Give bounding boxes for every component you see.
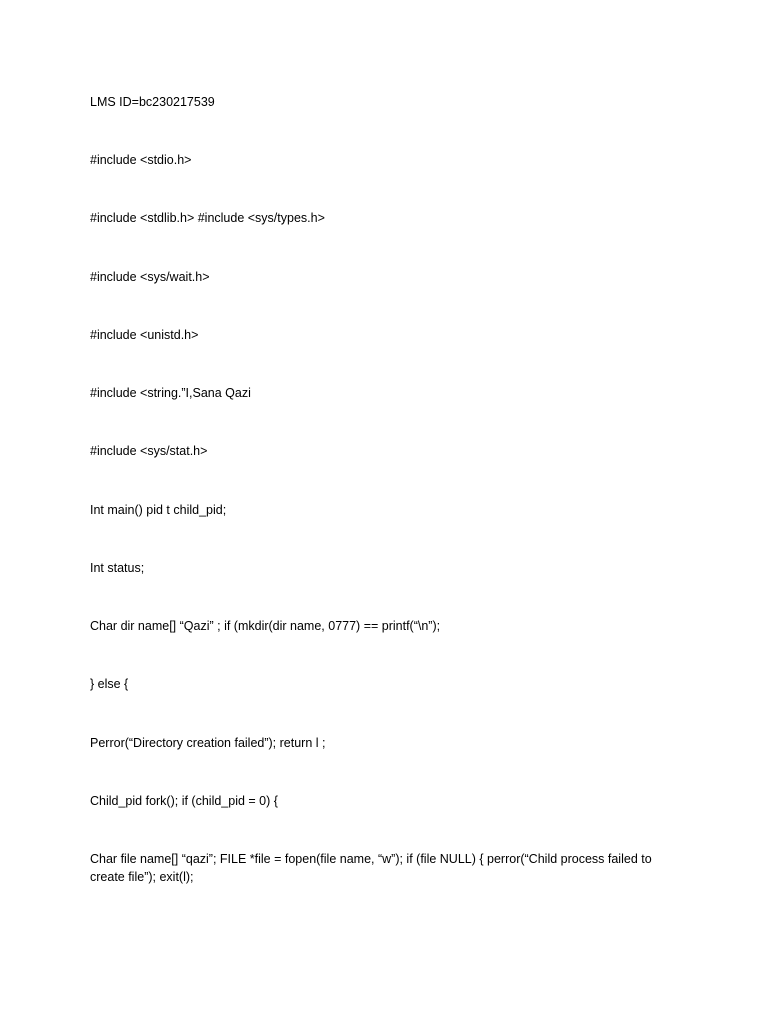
code-line: #include <sys/wait.h> — [90, 270, 210, 284]
code-line: #include <stdio.h> — [90, 153, 192, 167]
code-line: Char dir name[] “Qazi” ; if (mkdir(dir name, 0777) == printf(“\n”); — [90, 619, 441, 633]
lms-id-line: LMS ID=bc230217539 — [90, 95, 215, 109]
code-line: Int main() pid t child_pid; — [90, 503, 227, 517]
code-line: #include <string.”I,Sana Qazi — [90, 386, 251, 400]
code-line: } else { — [90, 677, 129, 691]
code-line: Char file name[] “qazi”; FILE *file = fopen(file name, “w”); if (file NULL) { perror(“Child process failed to create file”); exit(l); — [90, 852, 652, 884]
code-line: #include <sys/stat.h> — [90, 444, 208, 458]
code-line: #include <unistd.h> — [90, 328, 199, 342]
code-line: Perror(“Directory creation failed”); return l ; — [90, 736, 326, 750]
code-line: Child_pid fork(); if (child_pid = 0) { — [90, 794, 278, 808]
code-line: Int status; — [90, 561, 145, 575]
code-line: #include <stdlib.h> #include <sys/types.h> — [90, 211, 325, 225]
